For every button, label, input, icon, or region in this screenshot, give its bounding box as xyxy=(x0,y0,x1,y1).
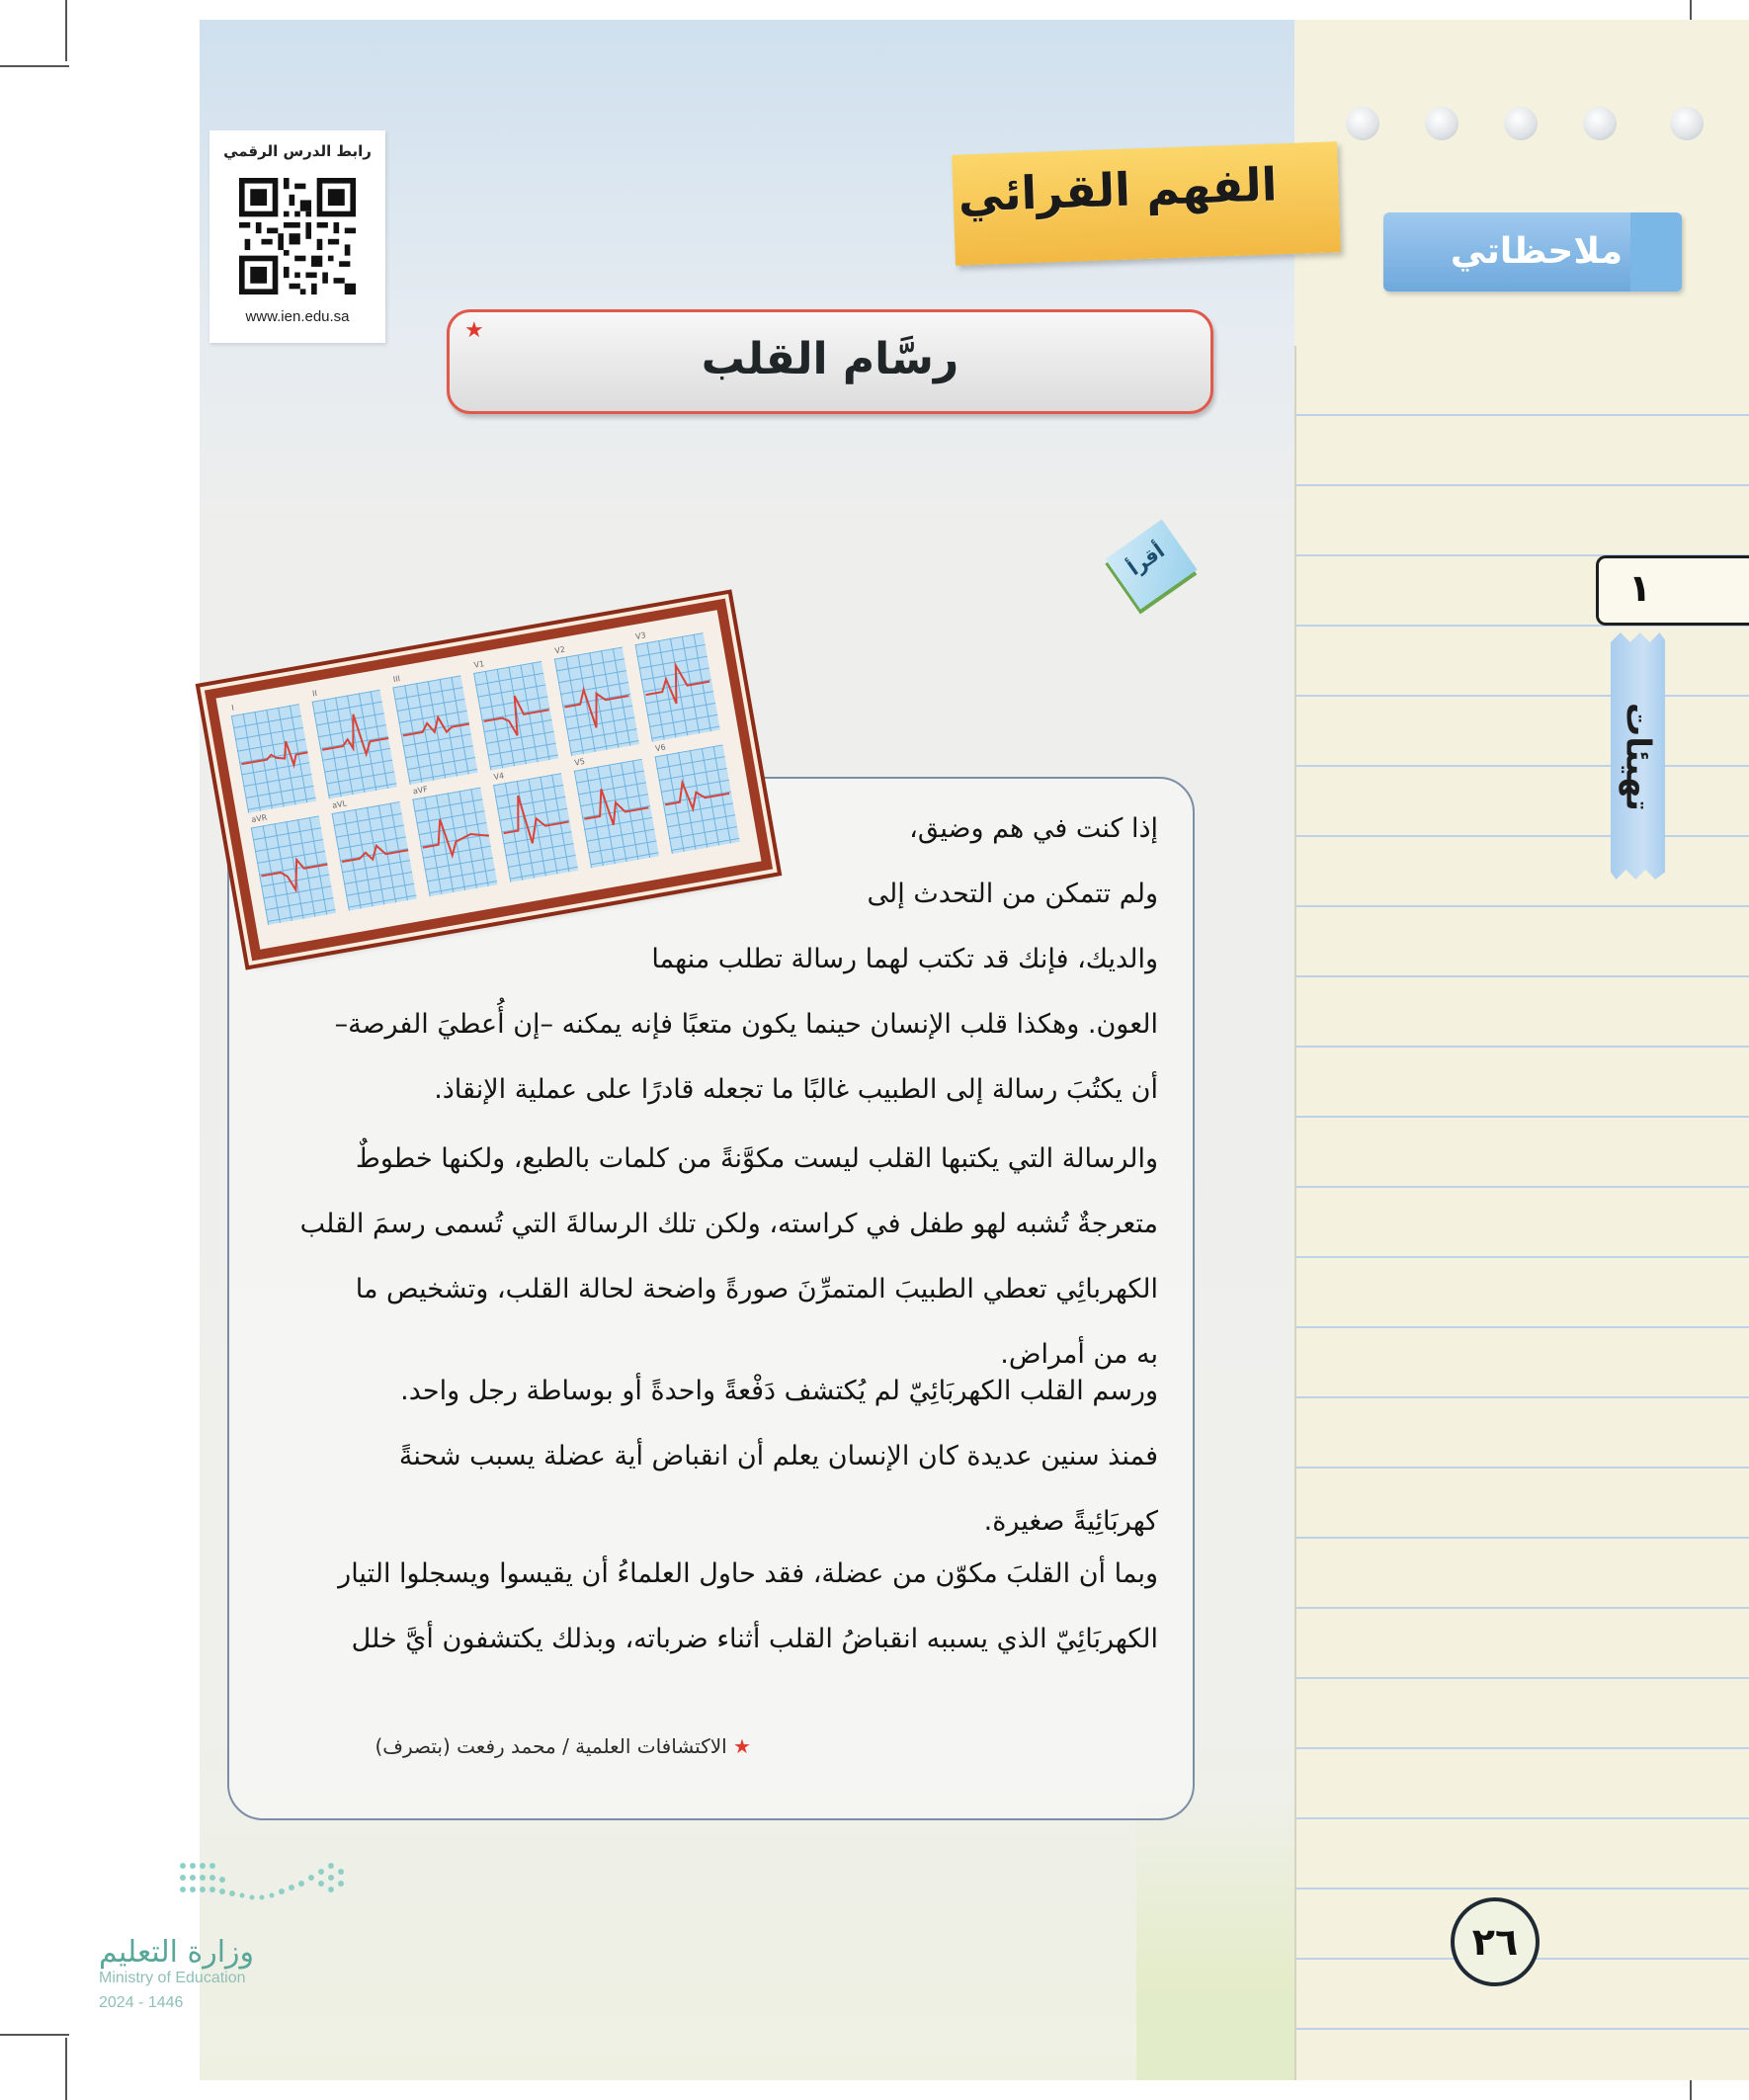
binder-ring xyxy=(1583,107,1617,140)
passage-line: وبما أن القلبَ مكوّن من عضلة، فقد حاول العلماءُ أن يقيسوا ويسجلوا التيار xyxy=(338,1558,1158,1589)
source-text: الاكتشافات العلمية / محمد رفعت (بتصرف) xyxy=(375,1734,727,1758)
page-tint xyxy=(1136,1799,1294,2080)
binder-ring xyxy=(1346,107,1379,140)
passage-line: والرسالة التي يكتبها القلب ليست مكوَّنةً من كلمات بالطبع، ولكنها خطوطٌ xyxy=(355,1143,1158,1174)
ecg-lead-label: III xyxy=(392,674,401,685)
lesson-title: رسَّام القلب xyxy=(701,334,959,384)
passage-line: الكهربائِي تعطي الطبيبَ المتمرِّنَ صورةً واضحة لحالة القلب، وتشخيص ما xyxy=(355,1274,1158,1304)
passage-line: فمنذ سنين عديدة كان الإنسان يعلم أن انقباض أية عضلة يسبب شحنةً xyxy=(398,1441,1158,1471)
section-banner-label: الفهم القرائي xyxy=(957,157,1279,222)
ecg-lead-label: aVL xyxy=(331,798,348,810)
ecg-lead-label: V3 xyxy=(634,630,647,641)
edition-year: 2024 - 1446 xyxy=(99,1994,184,2011)
passage-line: أن يكتُبَ رسالة إلى الطبيب غالبًا ما تجعله قادرًا على عملية الإنقاذ. xyxy=(434,1074,1158,1105)
ecg-lead-label: I xyxy=(230,703,235,713)
ecg-lead-label: V4 xyxy=(492,771,505,782)
paragraph-1 xyxy=(751,797,1158,927)
paragraph-2 xyxy=(247,1127,1158,1387)
notes-tab-label: ملاحظاتي xyxy=(1450,231,1623,272)
unit-number-box xyxy=(1596,555,1749,626)
ecg-lead-label: V1 xyxy=(472,659,485,670)
footnote-star-icon: ★ xyxy=(726,1734,751,1758)
passage-line: كهربَائِيةً صغيرة. xyxy=(983,1506,1158,1537)
unit-number: ١ xyxy=(1628,566,1652,610)
qr-url[interactable]: www.ien.edu.sa xyxy=(245,308,350,325)
footnote-star-icon: ★ xyxy=(464,318,484,343)
read-tag-label: أقرأ xyxy=(1123,538,1169,581)
binder-ring xyxy=(1670,107,1704,140)
notes-tab-cap xyxy=(1630,212,1682,292)
crop-mark xyxy=(65,0,67,61)
crop-mark xyxy=(0,65,69,67)
paragraph-1-cont xyxy=(573,927,1158,992)
qr-card[interactable] xyxy=(209,130,385,343)
ministry-logo-icon xyxy=(178,1858,346,1907)
unit-ribbon-label: تهيئات xyxy=(1618,703,1658,811)
passage-line: والديك، فإنك قد تكتب لهما رسالة تطلب منهما xyxy=(651,944,1158,974)
ecg-lead-label: V5 xyxy=(573,756,586,768)
ministry-name-en: Ministry of Education xyxy=(99,1970,246,1986)
lesson-title-box xyxy=(447,309,1213,414)
passage-line: العون. وهكذا قلب الإنسان حينما يكون متعبًا فإنه يمكنه –إن أُعطيَ الفرصة– xyxy=(334,1009,1158,1040)
section-banner xyxy=(952,141,1341,266)
source-citation xyxy=(277,1734,751,1758)
page-number: ٢٦ xyxy=(1451,1897,1540,1986)
ecg-lead-label: aVF xyxy=(412,784,429,797)
ecg-lead-label: II xyxy=(311,688,318,699)
crop-mark xyxy=(65,2038,67,2100)
ecg-lead-label: aVR xyxy=(250,812,268,825)
paragraph-3 xyxy=(247,1359,1158,1554)
notes-tab xyxy=(1383,212,1682,292)
passage-line: إذا كنت في هم وضيق، xyxy=(909,813,1158,844)
passage-line: ورسم القلب الكهربَائِيّ لم يُكتشف دَفْعةً واحدةً أو بوساطة رجل واحد. xyxy=(400,1376,1158,1406)
passage-line: الكهربَائِيّ الذي يسببه انقباضُ القلب أثناء ضرباته، وبذلك يكتشفون أيَّ خلل xyxy=(351,1624,1158,1654)
paragraph-1-rest xyxy=(247,992,1158,1123)
binder-ring xyxy=(1425,107,1458,140)
binder-ring xyxy=(1504,107,1538,140)
ecg-lead-label: V2 xyxy=(553,644,566,656)
qr-code-icon[interactable] xyxy=(239,178,356,294)
paragraph-4 xyxy=(247,1542,1158,1672)
notes-margin-top xyxy=(1294,20,1749,346)
crop-mark xyxy=(0,2034,69,2036)
qr-label: رابط الدرس الرقمي xyxy=(223,142,372,160)
ministry-name-ar: وزارة التعليم xyxy=(99,1935,255,1970)
passage-line: ولم تتمكن من التحدث إلى xyxy=(867,879,1158,909)
passage-line: متعرجةٌ تُشبه لهو طفل في كراسته، ولكن تلك الرسالةَ التي تُسمى رسمَ القلب xyxy=(299,1209,1158,1239)
ecg-lead-label: V6 xyxy=(654,742,667,754)
passage-line: به من أمراض. xyxy=(1000,1339,1158,1370)
